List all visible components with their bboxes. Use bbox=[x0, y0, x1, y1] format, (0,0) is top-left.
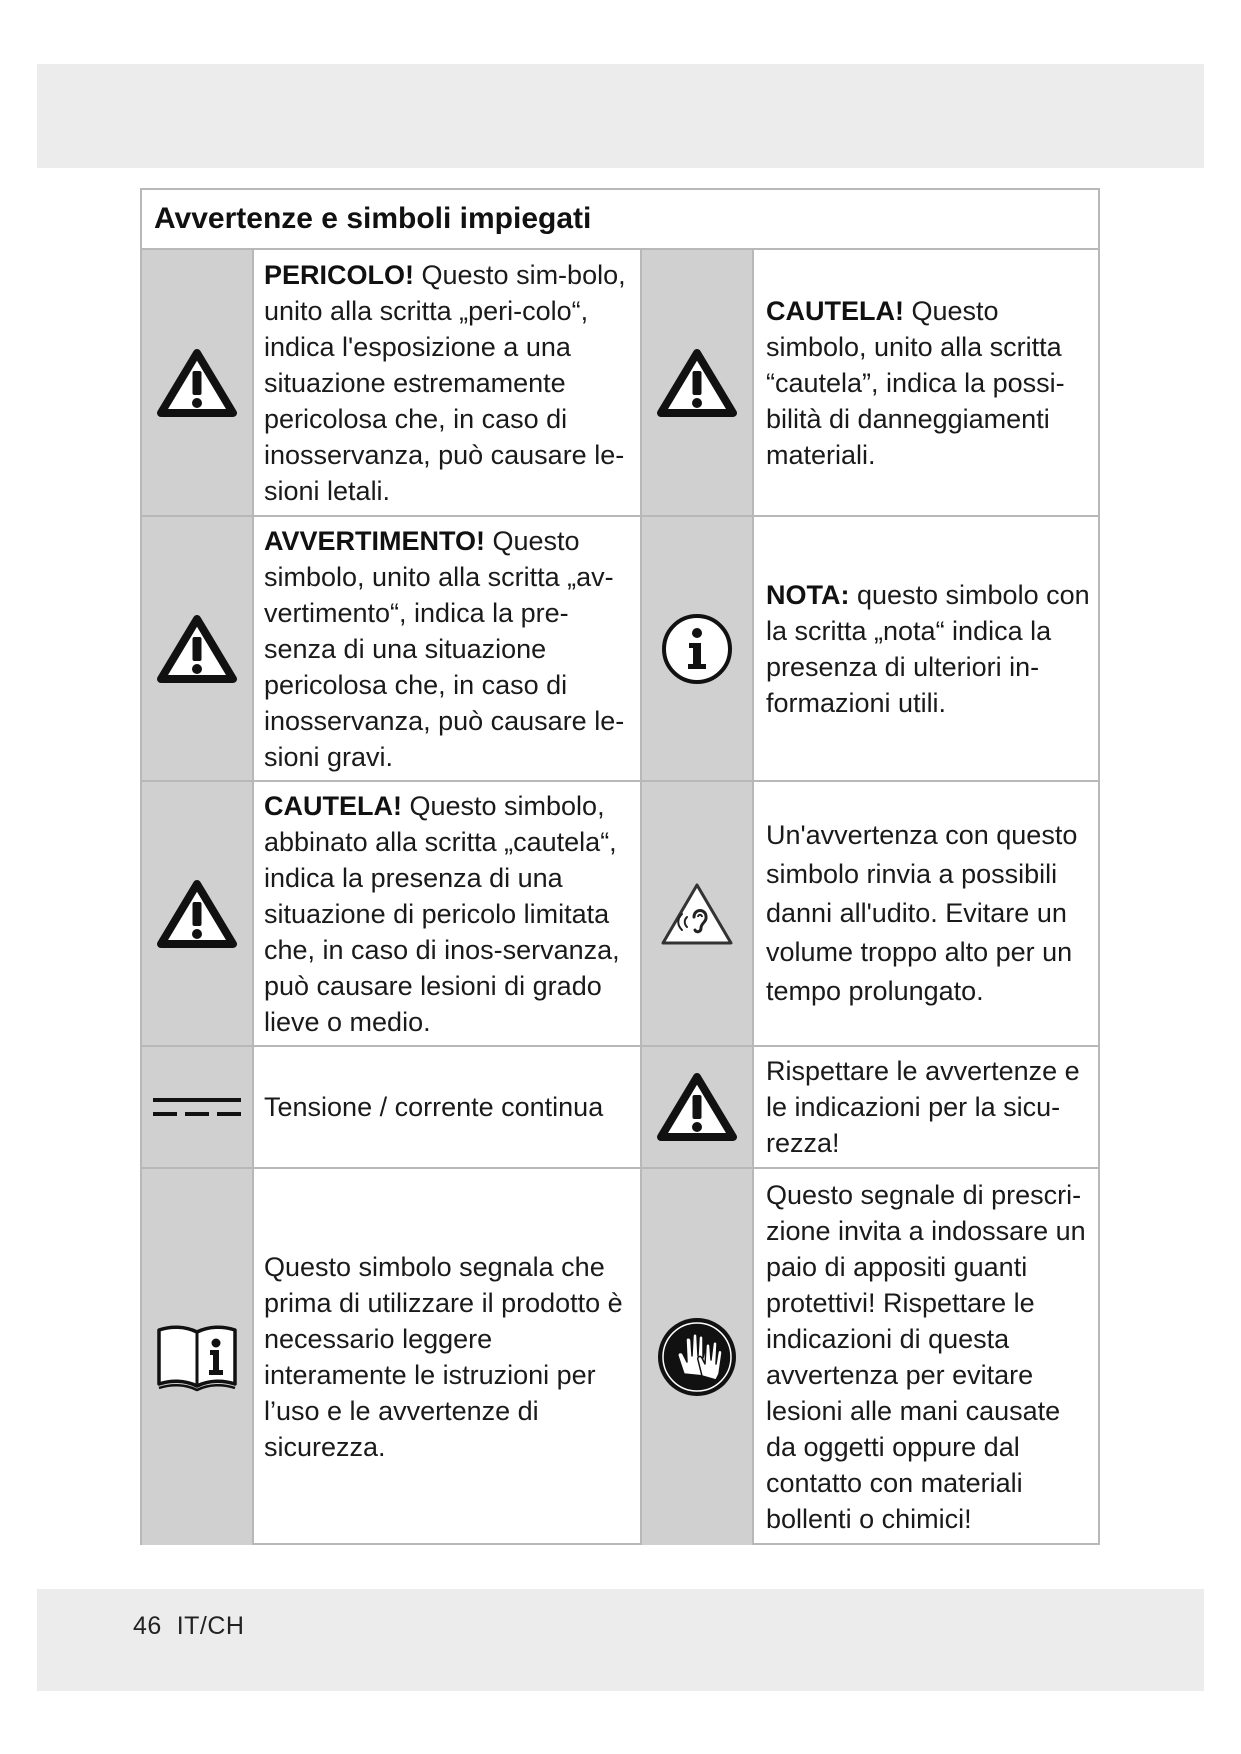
description-text: Questo simbolo, abbinato alla scritta „cautela“, indica la presenza di una situazione di pericolo limitata che, in caso di inos-servanza, può causare lesioni di grado lieve o medio. bbox=[264, 790, 620, 1037]
page-footer bbox=[133, 1612, 245, 1641]
direct-current-icon bbox=[151, 1092, 243, 1122]
icon-cell bbox=[642, 517, 754, 780]
warning-triangle-icon bbox=[157, 879, 237, 949]
read-manual-icon bbox=[155, 1322, 239, 1392]
description-text: Questo simbolo, unito alla scritta “cautela”, indica la possi-bilità di danneggiamenti materiali. bbox=[766, 295, 1065, 470]
description-text: Questo sim-bolo, unito alla scritta „peri-colo“, indica l'esposizione a una situazione estremamente pericolosa che, in caso di inosservanza, può causare le-sioni letali. bbox=[264, 259, 626, 506]
page-locale: IT/CH bbox=[176, 1612, 245, 1640]
icon-cell bbox=[142, 517, 254, 780]
table-title: Avvertenze e simboli impiegati bbox=[142, 190, 1098, 250]
warning-triangle-icon bbox=[657, 1072, 737, 1142]
signal-word: CAUTELA! bbox=[766, 295, 904, 326]
description-cell bbox=[254, 517, 640, 780]
signal-word: CAUTELA! bbox=[264, 790, 402, 821]
description-text: Questo simbolo segnala che prima di utilizzare il prodotto è necessario leggere interamente le istruzioni per l’uso e le avvertenze di sicurezza. bbox=[264, 1252, 623, 1462]
description-cell bbox=[254, 782, 640, 1045]
hearing-damage-icon bbox=[659, 881, 735, 947]
icon-cell bbox=[142, 1047, 254, 1167]
icon-cell bbox=[642, 1047, 754, 1167]
icon-cell bbox=[142, 1169, 254, 1545]
icon-cell bbox=[642, 782, 754, 1045]
warning-triangle-icon bbox=[157, 614, 237, 684]
description-text: questo simbolo con la scritta „nota“ indica la presenza di ulteriori in-formazioni utili. bbox=[766, 579, 1090, 718]
description-cell bbox=[754, 517, 1098, 780]
page-number: 46 bbox=[133, 1612, 162, 1640]
description-cell bbox=[754, 250, 1098, 515]
icon-cell bbox=[642, 250, 754, 515]
description-cell bbox=[254, 1047, 640, 1167]
icon-cell bbox=[142, 250, 254, 515]
description-text: Rispettare le avvertenze e le indicazioni per la sicu-rezza! bbox=[766, 1056, 1080, 1158]
wear-gloves-icon bbox=[656, 1316, 738, 1398]
description-cell bbox=[254, 1169, 640, 1545]
description-cell bbox=[754, 1169, 1098, 1545]
description-text: Tensione / corrente continua bbox=[264, 1092, 604, 1122]
warning-triangle-icon bbox=[157, 348, 237, 418]
icon-cell bbox=[642, 1169, 754, 1545]
description-cell bbox=[754, 782, 1098, 1045]
description-text: Questo segnale di prescri-zione invita a indossare un paio di appositi guanti protettivi! Rispettare le indicazioni di questa avvertenza per evitare lesioni alle mani causate da oggetti oppure dal contatto con materiali bollenti o chimici! bbox=[766, 1180, 1086, 1534]
description-cell bbox=[754, 1047, 1098, 1167]
signal-word: NOTA: bbox=[766, 579, 850, 610]
warnings-table bbox=[140, 188, 1100, 1545]
description-text: Un'avvertenza con questo simbolo rinvia a possibili danni all'udito. Evitare un volume troppo alto per un tempo prolungato. bbox=[766, 820, 1078, 1006]
header-band bbox=[37, 64, 1204, 168]
description-cell bbox=[254, 250, 640, 515]
description-text: Questo simbolo, unito alla scritta „av-vertimento“, indica la pre-senza di una situazione pericolosa che, in caso di inosservanza, può causare le-sioni gravi. bbox=[264, 525, 625, 772]
icon-cell bbox=[142, 782, 254, 1045]
signal-word: AVVERTIMENTO! bbox=[264, 525, 486, 556]
info-circle-icon bbox=[660, 612, 734, 686]
warning-triangle-icon bbox=[657, 348, 737, 418]
signal-word: PERICOLO! bbox=[264, 259, 415, 290]
